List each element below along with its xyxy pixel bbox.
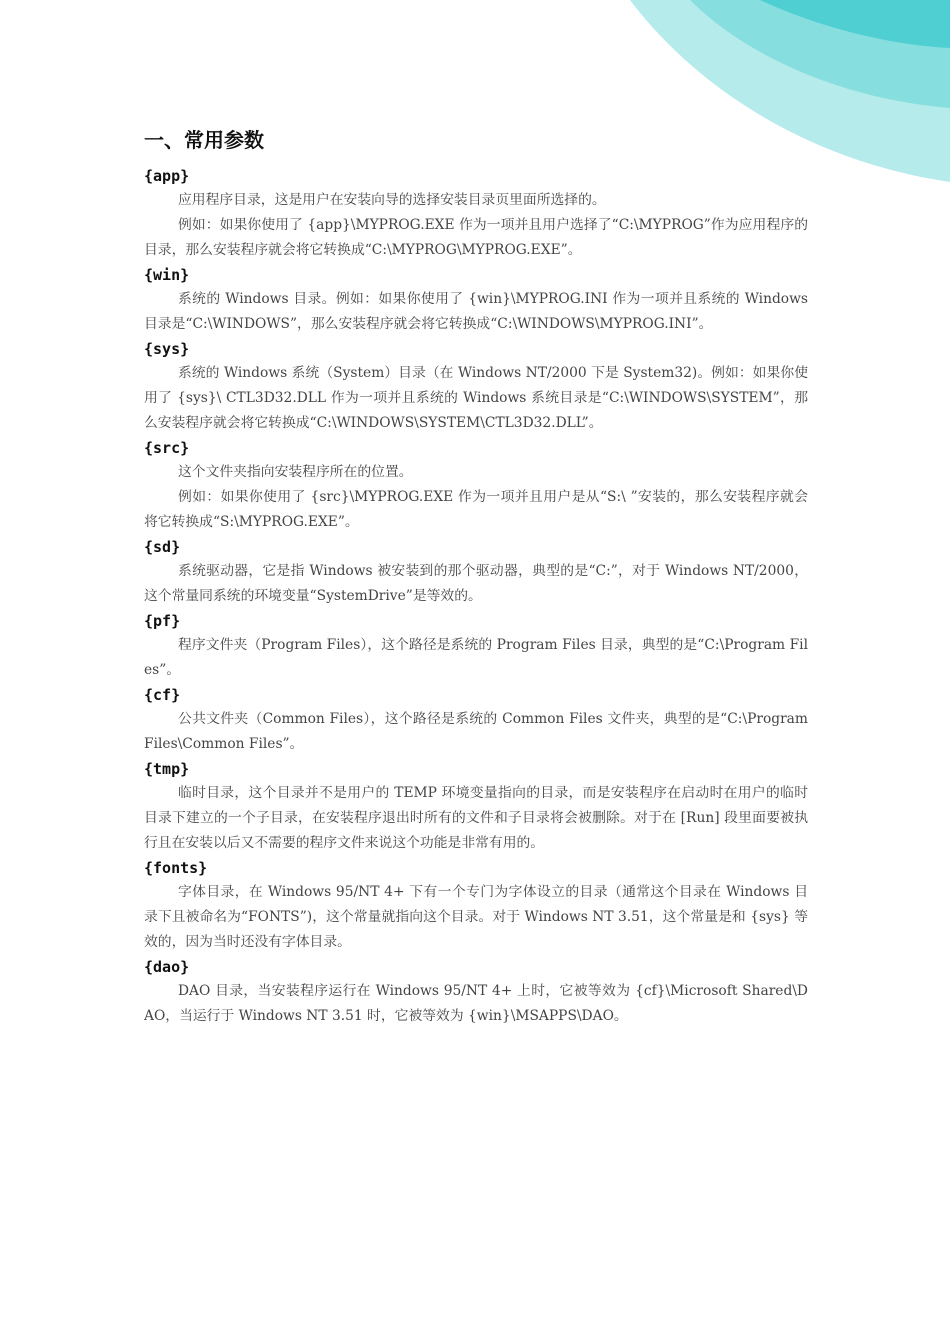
constant-sys bbox=[144, 337, 808, 436]
description: 公共文件夹（Common Files），这个路径是系统的 Common Files 文件夹，典型的是“C:\Program Files\Common Files”。 bbox=[144, 711, 808, 752]
constant-cf bbox=[144, 683, 808, 757]
description: DAO 目录，当安装程序运行在 Windows 95/NT 4+ 上时，它被等效为 {cf}\Microsoft Shared\DAO，当运行于 Windows NT 3.51 时，它被等效为 {win}\MSAPPS\DAO。 bbox=[144, 983, 808, 1024]
description: 系统的 Windows 目录。例如：如果你使用了 {win}\MYPROG.INI 作为一项并且系统的 Windows 目录是“C:\WINDOWS”，那么安装程序就会将它转换成“C:\WINDOWS\MYPROG.INI”。 bbox=[144, 291, 808, 332]
constant-dao bbox=[144, 955, 808, 1029]
term-src: {src} bbox=[144, 439, 190, 457]
description: 应用程序目录，这是用户在安装向导的选择安装目录页里面所选择的。 bbox=[178, 192, 606, 208]
document-body bbox=[144, 126, 808, 1029]
term-sd: {sd} bbox=[144, 538, 181, 556]
constant-fonts bbox=[144, 856, 808, 955]
term-sys: {sys} bbox=[144, 340, 190, 358]
term-pf: {pf} bbox=[144, 612, 181, 630]
description: 临时目录，这个目录并不是用户的 TEMP 环境变量指向的目录，而是安装程序在启动时在用户的临时目录下建立的一个子目录，在安装程序退出时所有的文件和子目录将会被删除。对于在 [Run] 段里面要被执行且在安装以后又不需要的程序文件来说这个功能是非常有用的。 bbox=[144, 785, 808, 851]
term-app: {app} bbox=[144, 167, 190, 185]
constant-sd bbox=[144, 535, 808, 609]
description: 程序文件夹（Program Files），这个路径是系统的 Program Files 目录，典型的是“C:\Program Files”。 bbox=[144, 637, 808, 678]
constant-pf bbox=[144, 609, 808, 683]
term-fonts: {fonts} bbox=[144, 859, 208, 877]
constant-src bbox=[144, 436, 808, 535]
term-dao: {dao} bbox=[144, 958, 190, 976]
constant-app bbox=[144, 164, 808, 263]
description: 这个文件夹指向安装程序所在的位置。 bbox=[178, 464, 413, 480]
constant-win bbox=[144, 263, 808, 337]
description: 系统驱动器，它是指 Windows 被安装到的那个驱动器，典型的是“C:”，对于 Windows NT/2000，这个常量同系统的环境变量“SystemDrive”是等效的。 bbox=[144, 563, 808, 604]
example: 例如：如果你使用了 {app}\MYPROG.EXE 作为一项并且用户选择了“C:\MYPROG”作为应用程序的目录，那么安装程序就会将它转换成“C:\MYPROG\MYPROG.EXE”。 bbox=[144, 217, 808, 258]
description: 字体目录，在 Windows 95/NT 4+ 下有一个专门为字体设立的目录（通常这个目录在 Windows 目录下且被命名为“FONTS”)，这个常量就指向这个目录。对于 Windows NT 3.51，这个常量是和 {sys} 等效的，因为当时还没有字体目录。 bbox=[144, 884, 808, 950]
term-win: {win} bbox=[144, 266, 190, 284]
term-tmp: {tmp} bbox=[144, 760, 190, 778]
term-cf: {cf} bbox=[144, 686, 181, 704]
section-heading: 一、常用参数 bbox=[144, 128, 264, 152]
constant-tmp bbox=[144, 757, 808, 856]
description: 系统的 Windows 系统（System）目录（在 Windows NT/2000 下是 System32)。例如：如果你使用了 {sys}\ CTL3D32.DLL 作为一项并且系统的 Windows 系统目录是“C:\WINDOWS\SYSTEM”，那么安装程序就会将它转换成“C:\WINDOWS\SYSTEM\CTL3D32.DLL”。 bbox=[144, 365, 808, 431]
example: 例如：如果你使用了 {src}\MYPROG.EXE 作为一项并且用户是从“S:\ ”安装的，那么安装程序就会将它转换成“S:\MYPROG.EXE”。 bbox=[144, 489, 808, 530]
